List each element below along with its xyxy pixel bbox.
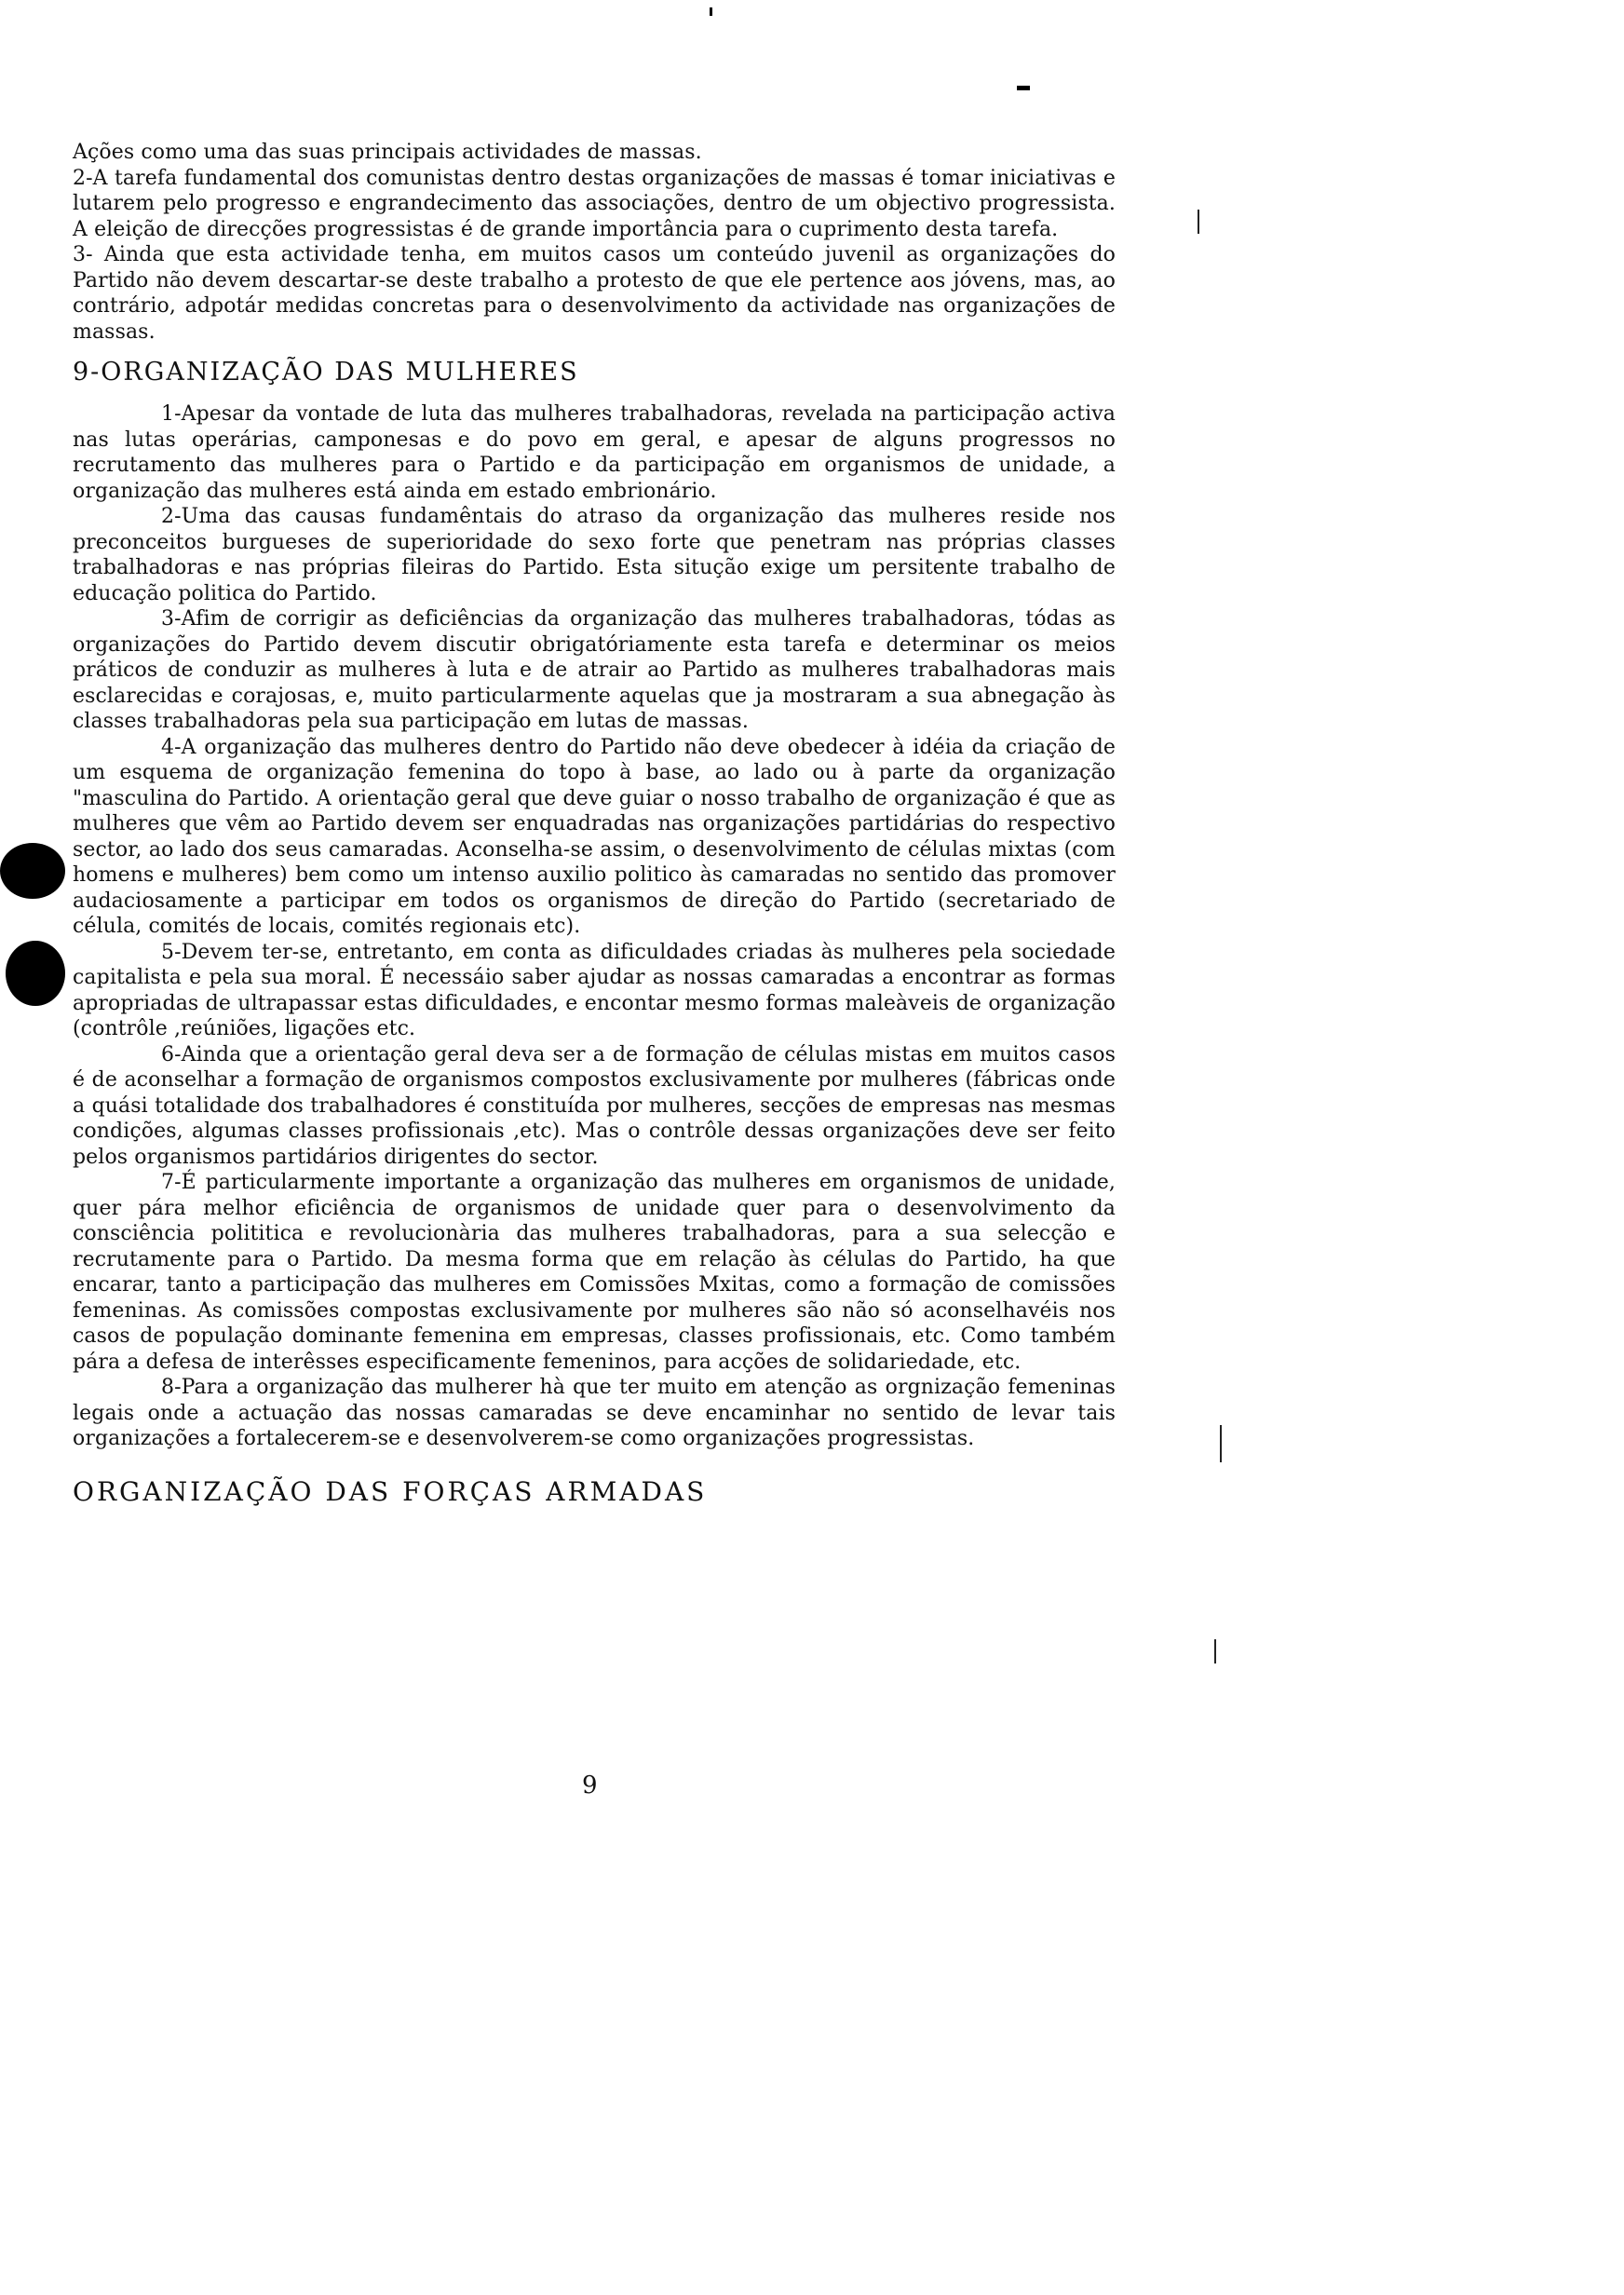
paragraph-6: 6-Ainda que a orientação geral deva ser a de formação de células mistas em muitos casos é de aconselhar a formação de organismos compostos exclusivamente por mulheres (fábricas onde a quási totalidade dos trabalhadores é constituída por mulheres, secções de empresas nas mesmas condições, algumas classes profissionais ,etc). Mas o contrôle dessas organizações deve ser feito pelos organismos partidários dirigentes do sector. — [73, 1042, 1116, 1169]
intro-line-2: 2-A tarefa fundamental dos comunistas dentro destas organizações de massas é tomar iniciativas e lutarem pelo progresso e engrandecimento das associações, dentro de um objectivo progressista. A eleição de direcções progressistas é de grande importância para o cuprimento desta tarefa. — [73, 166, 1116, 241]
page-number: 9 — [582, 1772, 598, 1799]
ink-speck — [710, 7, 712, 16]
intro-line-1: Ações como uma das suas principais actividades de massas. — [73, 141, 702, 164]
closing-heading: ORGANIZAÇÃO DAS FORÇAS ARMADAS — [73, 1475, 708, 1507]
paragraph-5: 5-Devem ter-se, entretanto, em conta as dificuldades criadas às mulheres pela sociedade capitalista e pela sua moral. É necessáio saber ajudar as nossas camaradas a encontrar as formas apropriadas de ultrapassar estas dificuldades, e encontar mesmo formas maleàveis de organização (contrôle ,reúniões, ligações etc. — [73, 940, 1116, 1040]
paragraph-3: 3-Afim de corrigir as deficiências da organização das mulheres trabalhadoras, tódas as organizações do Partido devem discutir obrigatóriamente esta tarefa e determinar os meios práticos de conduzir as mulheres à luta e de atrair ao Partido as mulheres trabalhadoras mais esclarecidas e corajosas, e, muito particularmente aquelas que ja mostraram a sua abnegação às classes trabalhadoras pela sua participação em lutas de massas. — [73, 607, 1116, 733]
document-page — [73, 140, 1116, 1507]
ink-blot — [6, 941, 65, 1006]
ink-blot — [0, 843, 65, 899]
intro-line-3: 3- Ainda que esta actividade tenha, em muitos casos um conteúdo juvenil as organizações do Partido não devem descartar-se deste trabalho a protesto de que ele pertence aos jóvens, mas, ao contrário, adpotár medidas concretas para o desenvolvimento da actividade nas organizações de massas. — [73, 243, 1116, 344]
section-heading: 9-ORGANIZAÇÃO DAS MULHERES — [73, 358, 579, 387]
ink-speck — [1017, 86, 1030, 90]
paragraph-4: 4-A organização das mulheres dentro do Partido não deve obedecer à idéia da criação de um esquema de organização femenina do topo à base, ao lado ou à parte da organização "masculina do Partido. A orientação geral que deve guiar o nosso trabalho de organização é que as mulheres que vêm ao Partido devem ser enquadradas nas organizações partidárias do respectivo sector, ao lado dos seus camaradas. Aconselha-se assim, o desenvolvimento de células mixtas (com homens e mulheres) bem como um intenso auxilio politico às camaradas no sentido das promover audaciosamente a participar em todos os organismos de direção do Partido (secretariado de célula, comités de locais, comités regionais etc). — [73, 735, 1116, 938]
paragraph-8: 8-Para a organização das mulherer hà que ter muito em atenção as orgnização femeninas legais onde a actuação das nossas camaradas se deve encaminhar no sentido de levar tais organizações a fortalecerem-se e desenvolverem-se como organizações progressistas. — [73, 1376, 1116, 1450]
margin-mark — [1220, 1425, 1222, 1462]
margin-mark — [1214, 1639, 1216, 1664]
margin-mark — [1198, 210, 1199, 234]
paragraph-1: 1-Apesar da vontade de luta das mulheres trabalhadoras, revelada na participação activa nas lutas operárias, camponesas e do povo em geral, e apesar de alguns progressos no recrutamento das mulheres para o Partido e da participação em organismos de unidade, a organização das mulheres está ainda em estado embrionário. — [73, 402, 1116, 503]
paragraph-7: 7-É particularmente importante a organização das mulheres em organismos de unidade, quer pára melhor eficiência de organismos de unidade quer para o desenvolvimento da consciência polititica e revolucionària das mulheres trabalhadoras, para a sua selecção e recrutamente para o Partido. Da mesma forma que em relação às células do Partido, ha que encarar, tanto a participação das mulheres em Comissões Mxitas, como a formação de comissões femeninas. As comissões compostas exclusivamente por mulheres são não só aconselhavéis nos casos de população dominante femenina em empresas, classes profissionais, etc. Como também pára a defesa de interêsses especificamente femeninos, para acções de solidariedade, etc. — [73, 1171, 1116, 1374]
paragraph-2: 2-Uma das causas fundamêntais do atraso da organização das mulheres reside nos preconceitos burgueses de superioridade do sexo forte que penetram nas próprias classes trabalhadoras e nas próprias fileiras do Partido. Esta situção exige um persitente trabalho de educação politica do Partido. — [73, 505, 1116, 605]
